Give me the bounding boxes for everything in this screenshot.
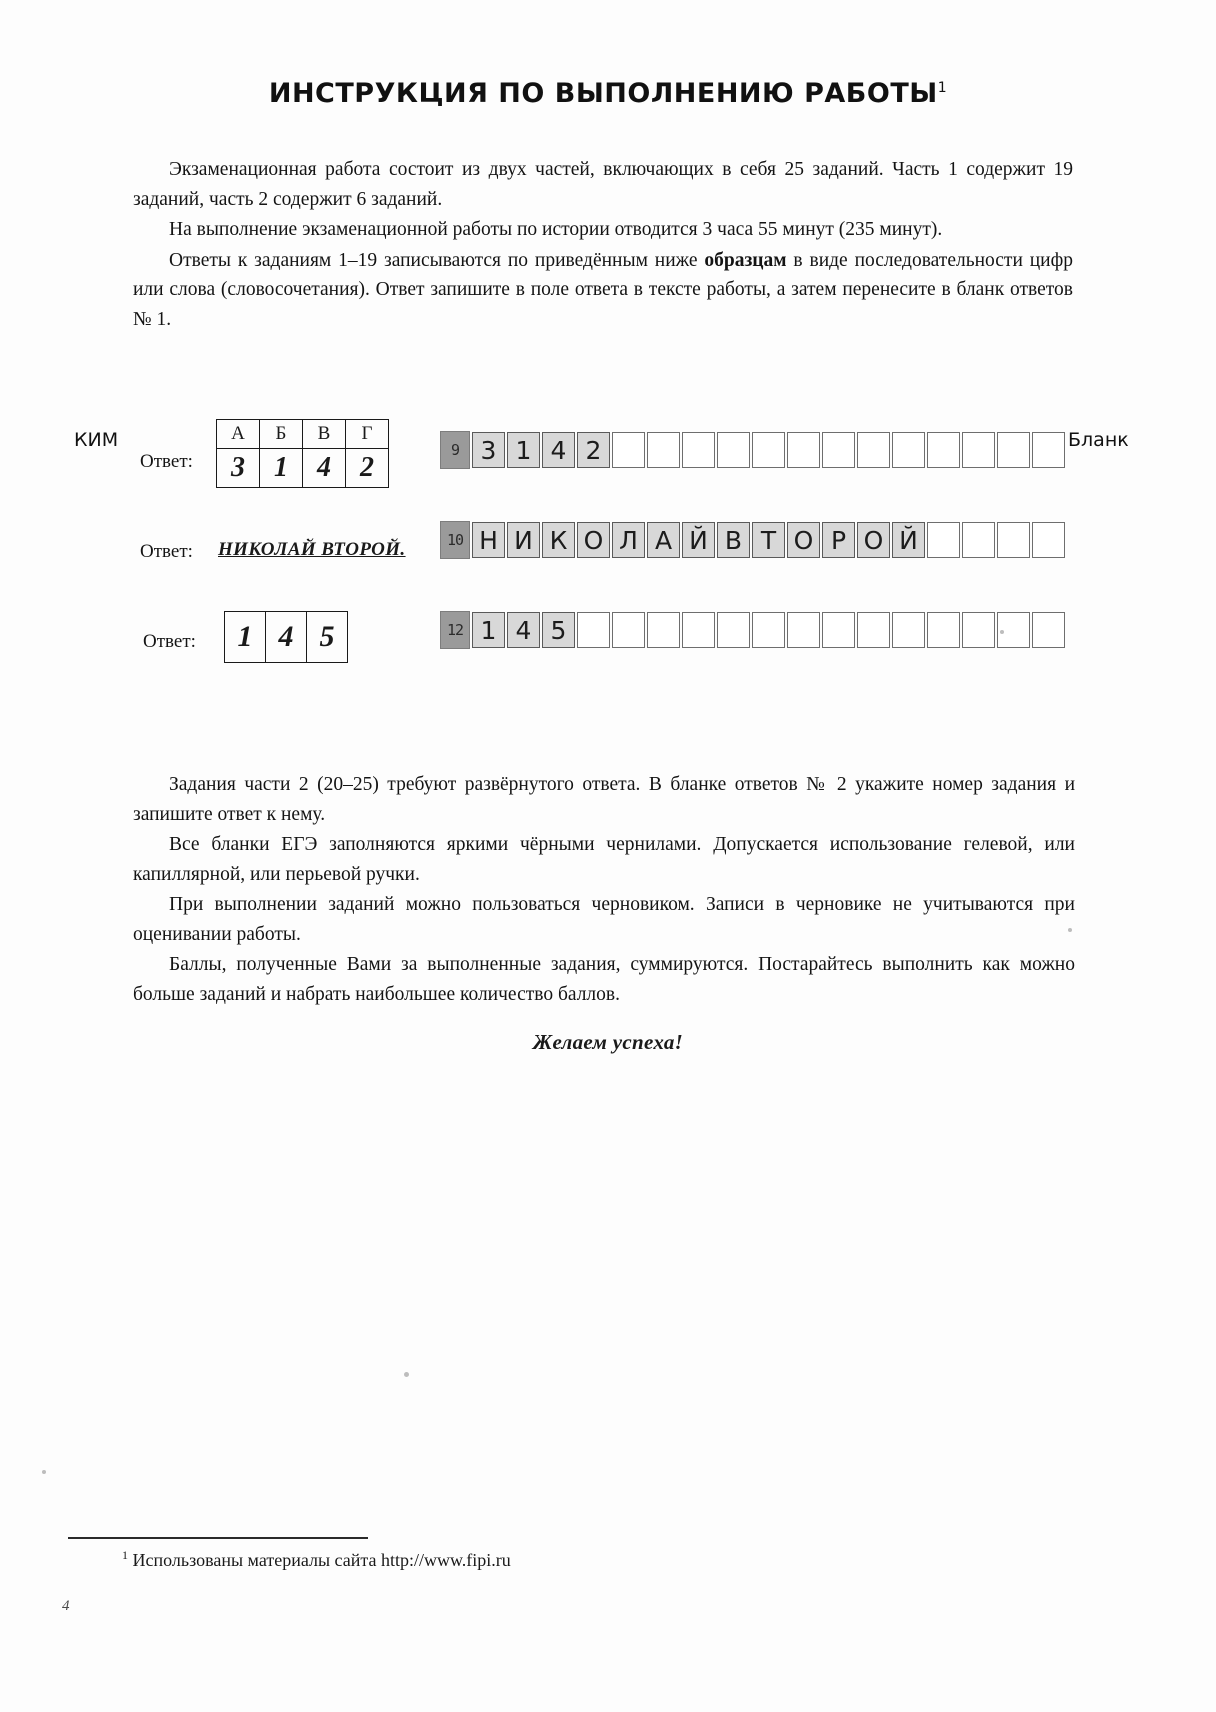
answer-label-row2: Ответ: bbox=[140, 541, 193, 562]
blank-cell[interactable] bbox=[612, 432, 645, 468]
paragraph-2 bbox=[133, 215, 1073, 245]
blank-cell[interactable] bbox=[927, 432, 960, 468]
kim-value-b: 1 bbox=[260, 449, 303, 488]
kim-table-row3 bbox=[224, 611, 348, 663]
blank-cell[interactable]: Л bbox=[612, 522, 645, 558]
blank-cell[interactable] bbox=[752, 612, 785, 648]
table-row bbox=[225, 612, 348, 663]
blank-cell[interactable] bbox=[787, 612, 820, 648]
blank-cell[interactable] bbox=[717, 612, 750, 648]
blank-cell[interactable]: 5 bbox=[542, 612, 575, 648]
blank-cell[interactable]: Н bbox=[472, 522, 505, 558]
blank-cell[interactable] bbox=[927, 522, 960, 558]
kim-column-label: КИМ bbox=[74, 429, 119, 451]
blank-cell[interactable]: Й bbox=[682, 522, 715, 558]
kim-header-v: В bbox=[303, 420, 346, 449]
answer-label-row1: Ответ: bbox=[140, 451, 193, 472]
blank-cell[interactable] bbox=[962, 432, 995, 468]
paragraph-1 bbox=[133, 155, 1073, 214]
blank-cell[interactable] bbox=[962, 612, 995, 648]
kim-value-v: 4 bbox=[303, 449, 346, 488]
strip-cells-row1 bbox=[470, 432, 1065, 468]
blank-cell[interactable] bbox=[822, 612, 855, 648]
blank-cell[interactable]: О bbox=[857, 522, 890, 558]
blank-cell[interactable] bbox=[577, 612, 610, 648]
blank-strip-row1 bbox=[440, 431, 1065, 469]
answer-label-row3: Ответ: bbox=[143, 631, 196, 652]
blank-cell[interactable] bbox=[857, 612, 890, 648]
blank-cell[interactable]: 3 bbox=[472, 432, 505, 468]
blank-cell[interactable]: Т bbox=[752, 522, 785, 558]
blank-cell[interactable]: О bbox=[577, 522, 610, 558]
blank-strip-row2 bbox=[440, 521, 1065, 559]
blank-cell[interactable] bbox=[647, 432, 680, 468]
blank-column-label: Бланк bbox=[1068, 429, 1129, 451]
outro-paragraphs bbox=[133, 770, 1075, 1010]
blank-cell[interactable] bbox=[892, 432, 925, 468]
blank-cell[interactable]: А bbox=[647, 522, 680, 558]
answer-sample-diagram bbox=[0, 415, 1216, 685]
blank-cell[interactable] bbox=[612, 612, 645, 648]
scan-speck bbox=[1000, 630, 1004, 634]
title-footnote-marker: 1 bbox=[937, 80, 948, 96]
blank-cell[interactable]: 1 bbox=[507, 432, 540, 468]
paragraph-4 bbox=[133, 770, 1075, 829]
scan-speck bbox=[404, 1372, 409, 1377]
strip-number-row3: 12 bbox=[440, 611, 470, 649]
intro-paragraphs bbox=[133, 155, 1073, 335]
blank-cell[interactable] bbox=[1032, 522, 1065, 558]
strip-number-row1: 9 bbox=[440, 431, 470, 469]
blank-cell[interactable] bbox=[927, 612, 960, 648]
blank-cell[interactable]: 2 bbox=[577, 432, 610, 468]
footnote-marker: 1 bbox=[122, 1548, 128, 1562]
blank-cell[interactable] bbox=[857, 432, 890, 468]
table-row bbox=[217, 449, 389, 488]
blank-cell[interactable] bbox=[997, 432, 1030, 468]
blank-cell[interactable] bbox=[752, 432, 785, 468]
page-title-text: ИНСТРУКЦИЯ ПО ВЫПОЛНЕНИЮ РАБОТЫ bbox=[268, 78, 938, 109]
page-title bbox=[0, 78, 1216, 109]
paragraph-2-text: На выполнение экзаменационной работы по истории отводится 3 часа 55 минут (235 минут). bbox=[169, 219, 943, 240]
paragraph-5 bbox=[133, 830, 1075, 889]
blank-cell[interactable]: И bbox=[507, 522, 540, 558]
paragraph-4-text: Задания части 2 (20–25) требуют развёрнутого ответа. В бланке ответов № 2 укажите номер задания и запишите ответ к нему. bbox=[133, 774, 1075, 825]
kim-value-3: 5 bbox=[307, 612, 348, 663]
blank-cell[interactable]: В bbox=[717, 522, 750, 558]
strip-cells-row3 bbox=[470, 612, 1065, 648]
blank-cell[interactable] bbox=[787, 432, 820, 468]
footnote-divider bbox=[68, 1537, 368, 1539]
blank-cell[interactable] bbox=[962, 522, 995, 558]
kim-value-2: 4 bbox=[266, 612, 307, 663]
kim-value-g: 2 bbox=[346, 449, 389, 488]
strip-cells-row2 bbox=[470, 522, 1065, 558]
paragraph-5-text: Все бланки ЕГЭ заполняются яркими чёрными чернилами. Допускается использование гелевой, или капиллярной, или перьевой ручки. bbox=[133, 834, 1075, 885]
blank-cell[interactable] bbox=[1032, 612, 1065, 648]
kim-header-a: А bbox=[217, 420, 260, 449]
blank-cell[interactable]: Й bbox=[892, 522, 925, 558]
strip-number-row2: 10 bbox=[440, 521, 470, 559]
blank-cell[interactable]: К bbox=[542, 522, 575, 558]
paragraph-6-text: При выполнении заданий можно пользоваться черновиком. Записи в черновике не учитываются при оценивании работы. bbox=[133, 894, 1075, 945]
paragraph-3 bbox=[133, 246, 1073, 335]
blank-cell[interactable] bbox=[682, 612, 715, 648]
paragraph-1-text: Экзаменационная работа состоит из двух частей, включающих в себя 25 заданий. Часть 1 содержит 19 заданий, часть 2 содержит 6 заданий. bbox=[133, 159, 1073, 210]
blank-cell[interactable]: Р bbox=[822, 522, 855, 558]
footnote bbox=[122, 1548, 511, 1571]
blank-cell[interactable]: 1 bbox=[472, 612, 505, 648]
kim-word-answer: НИКОЛАЙ ВТОРОЙ. bbox=[218, 539, 406, 560]
kim-value-1: 1 bbox=[225, 612, 266, 663]
blank-cell[interactable]: 4 bbox=[542, 432, 575, 468]
paragraph-3-text: Ответы к заданиям 1–19 записываются по приведённым ниже образцам в виде последовательности цифр или слова (словосочетания). Ответ запишите в поле ответа в тексте работы, а затем перенесите в бланк ответов № 1. bbox=[133, 249, 1073, 330]
wish-success-text: Желаем успеха! bbox=[532, 1030, 684, 1054]
footnote-text: Использованы материалы сайта http://www.fipi.ru bbox=[132, 1550, 511, 1570]
kim-header-g: Г bbox=[346, 420, 389, 449]
blank-cell[interactable] bbox=[997, 522, 1030, 558]
kim-table-row1 bbox=[216, 419, 389, 488]
blank-cell[interactable]: 4 bbox=[507, 612, 540, 648]
scan-speck bbox=[42, 1470, 46, 1474]
paragraph-7 bbox=[133, 950, 1075, 1009]
blank-cell[interactable]: О bbox=[787, 522, 820, 558]
kim-value-a: 3 bbox=[217, 449, 260, 488]
paragraph-7-text: Баллы, полученные Вами за выполненные задания, суммируются. Постарайтесь выполнить как можно больше заданий и набрать наибольшее количество баллов. bbox=[133, 954, 1075, 1005]
table-row bbox=[217, 420, 389, 449]
kim-header-b: Б bbox=[260, 420, 303, 449]
paragraph-6 bbox=[133, 890, 1075, 949]
blank-cell[interactable] bbox=[682, 432, 715, 468]
blank-strip-row3 bbox=[440, 611, 1065, 649]
page-number: 4 bbox=[62, 1598, 70, 1614]
blank-cell[interactable] bbox=[822, 432, 855, 468]
blank-cell[interactable] bbox=[1032, 432, 1065, 468]
scan-speck bbox=[1068, 928, 1072, 932]
blank-cell[interactable] bbox=[647, 612, 680, 648]
blank-cell[interactable] bbox=[717, 432, 750, 468]
blank-cell[interactable] bbox=[892, 612, 925, 648]
